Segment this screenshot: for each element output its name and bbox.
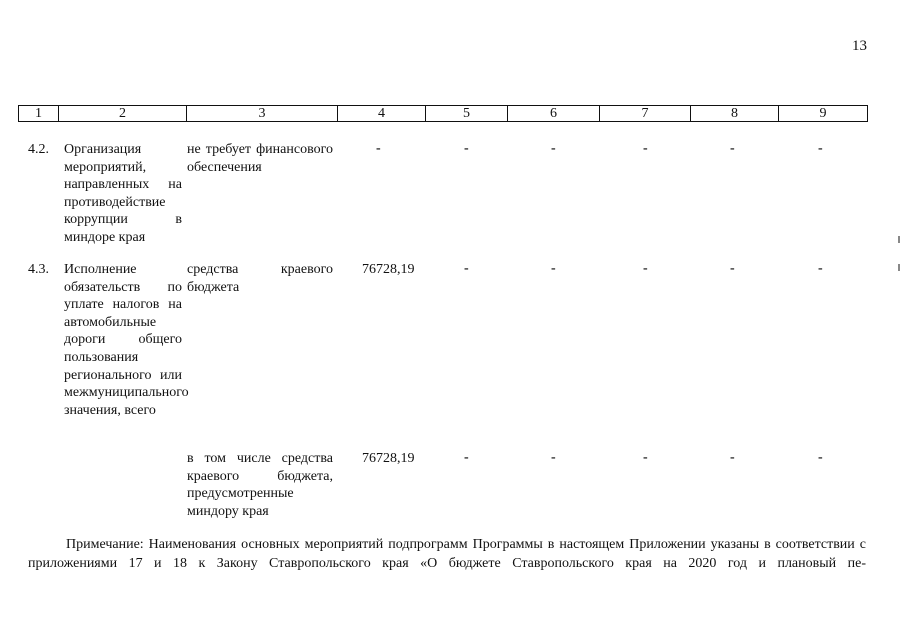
header-cell-5: 5 xyxy=(426,106,508,122)
value-col4: - xyxy=(376,141,381,156)
value-col8: - xyxy=(730,261,735,276)
value-col7: - xyxy=(643,450,648,465)
value-col4: 76728,19 xyxy=(362,262,415,277)
header-cell-2: 2 xyxy=(59,106,187,122)
value-col9: - xyxy=(818,261,823,276)
activity-name: Организация мероприятий, направленных на противодействие коррупции в миндоре края xyxy=(64,142,182,245)
value-col7: - xyxy=(643,141,648,156)
header-cell-7: 7 xyxy=(600,106,691,122)
value-col4: 76728,19 xyxy=(362,451,415,466)
value-col6: - xyxy=(551,261,556,276)
header-cell-4: 4 xyxy=(338,106,426,122)
header-cell-9: 9 xyxy=(779,106,868,122)
header-cell-6: 6 xyxy=(508,106,600,122)
scan-mark xyxy=(898,236,900,243)
value-col5: - xyxy=(464,450,469,465)
scan-mark xyxy=(898,264,900,271)
value-col8: - xyxy=(730,450,735,465)
value-col8: - xyxy=(730,141,735,156)
value-col6: - xyxy=(551,141,556,156)
header-cell-3: 3 xyxy=(187,106,338,122)
value-col5: - xyxy=(464,261,469,276)
value-col9: - xyxy=(818,450,823,465)
value-col5: - xyxy=(464,141,469,156)
activity-name: Исполнение обязательств по уплате налогов на автомобильные дороги общего пользования регионального или межмуниципального значения, всего xyxy=(64,262,189,418)
header-cell-1: 1 xyxy=(19,106,59,122)
funding-source: средства краевого бюджета xyxy=(187,262,333,295)
value-col6: - xyxy=(551,450,556,465)
footnote: Примечание: Наименования основных мероприятий подпрограмм Программы в настоящем Приложении указаны в соответствии с приложениями 17 и 18 к Закону Ставропольского края «О бюджете Ставропольского края на 2020 год и плановый пе- xyxy=(28,537,866,571)
column-number-header xyxy=(18,105,868,122)
value-col7: - xyxy=(643,261,648,276)
value-col9: - xyxy=(818,141,823,156)
funding-source: в том числе средства краевого бюджета, предусмотренные миндору края xyxy=(187,451,333,519)
row-number: 4.2. xyxy=(28,142,49,157)
row-number: 4.3. xyxy=(28,262,49,277)
page-number: 13 xyxy=(852,38,867,54)
header-cell-8: 8 xyxy=(691,106,779,122)
funding-source: не требует финансового обеспечения xyxy=(187,142,333,175)
